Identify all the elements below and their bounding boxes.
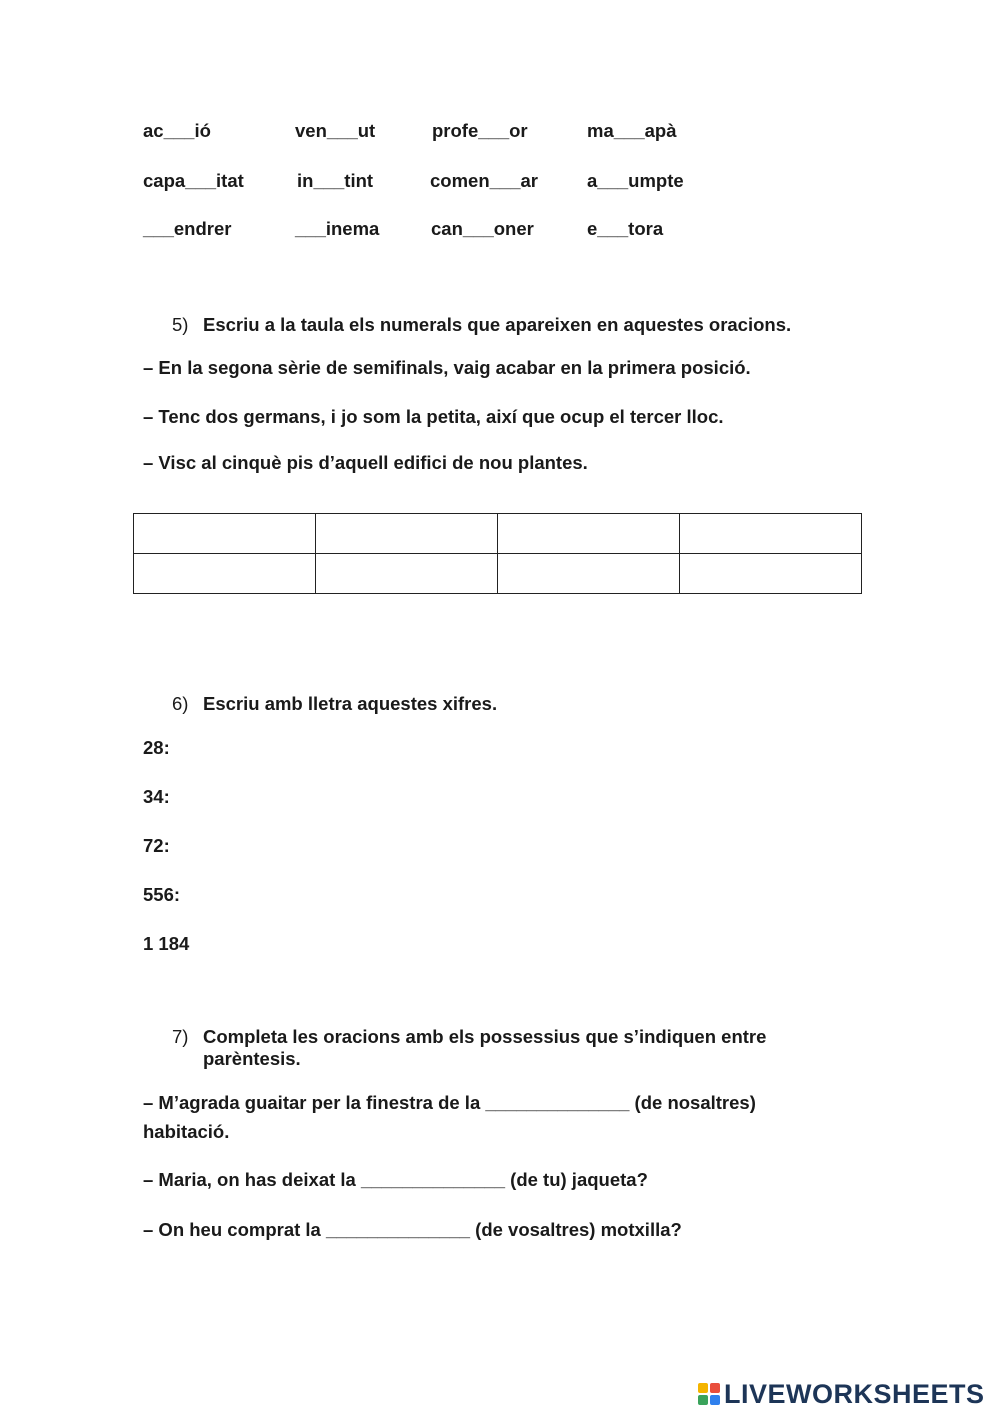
blank-word[interactable]: can___oner [431,218,534,239]
blank-word[interactable]: a___umpte [587,170,684,191]
number-item: 1 184 [143,933,190,954]
blank-word[interactable]: comen___ar [430,170,538,191]
blank-word[interactable]: ___inema [295,218,380,239]
answer-cell[interactable] [498,554,680,594]
blank-word[interactable]: in___tint [297,170,374,191]
answer-cell[interactable] [680,514,862,554]
sentence: – Maria, on has deixat la ______________ (de tu) jaqueta? [143,1169,648,1190]
sentence: – M’agrada guaitar per la finestra de la ______________ (de nosaltres) [143,1092,756,1113]
number-item: 28: [143,737,170,758]
blank-word[interactable]: ven___ut [295,120,376,141]
answer-cell[interactable] [134,554,316,594]
answer-cell[interactable] [316,514,498,554]
table-row [134,514,862,554]
question-instruction: Escriu amb lletra aquestes xifres. [203,693,498,714]
sentence: – On heu comprat la ______________ (de vosaltres) motxilla? [143,1219,682,1240]
question-instruction: Escriu a la taula els numerals que apareixen en aquestes oracions. [203,314,792,335]
answer-cell[interactable] [134,514,316,554]
answer-table [133,513,862,594]
blank-word[interactable]: ___endrer [143,218,232,239]
logo-icon [698,1383,720,1405]
question-instruction-cont: parèntesis. [203,1048,301,1069]
liveworksheets-logo [698,1377,985,1411]
logo-text: LIVEWORKSHEETS [724,1378,985,1409]
blank-word[interactable]: e___tora [587,218,664,239]
sentence: – Tenc dos germans, i jo som la petita, així que ocup el tercer lloc. [143,406,724,427]
answer-cell[interactable] [498,514,680,554]
sentence: – En la segona sèrie de semifinals, vaig acabar en la primera posició. [143,357,751,378]
number-item: 556: [143,884,181,905]
question-number: 6) [172,693,189,714]
sentence: – Visc al cinquè pis d’aquell edifici de nou plantes. [143,452,588,473]
question-number: 5) [172,314,189,335]
blank-word[interactable]: ac___ió [143,120,211,141]
question-instruction: Completa les oracions amb els possessius que s’indiquen entre [203,1026,767,1047]
sentence-cont: habitació. [143,1121,230,1142]
answer-cell[interactable] [316,554,498,594]
blank-word[interactable]: ma___apà [587,120,677,141]
question-number: 7) [172,1026,189,1047]
answer-cell[interactable] [680,554,862,594]
blank-word[interactable]: profe___or [432,120,528,141]
blank-word[interactable]: capa___itat [143,170,244,191]
number-item: 72: [143,835,170,856]
number-item: 34: [143,786,170,807]
table-row [134,554,862,594]
